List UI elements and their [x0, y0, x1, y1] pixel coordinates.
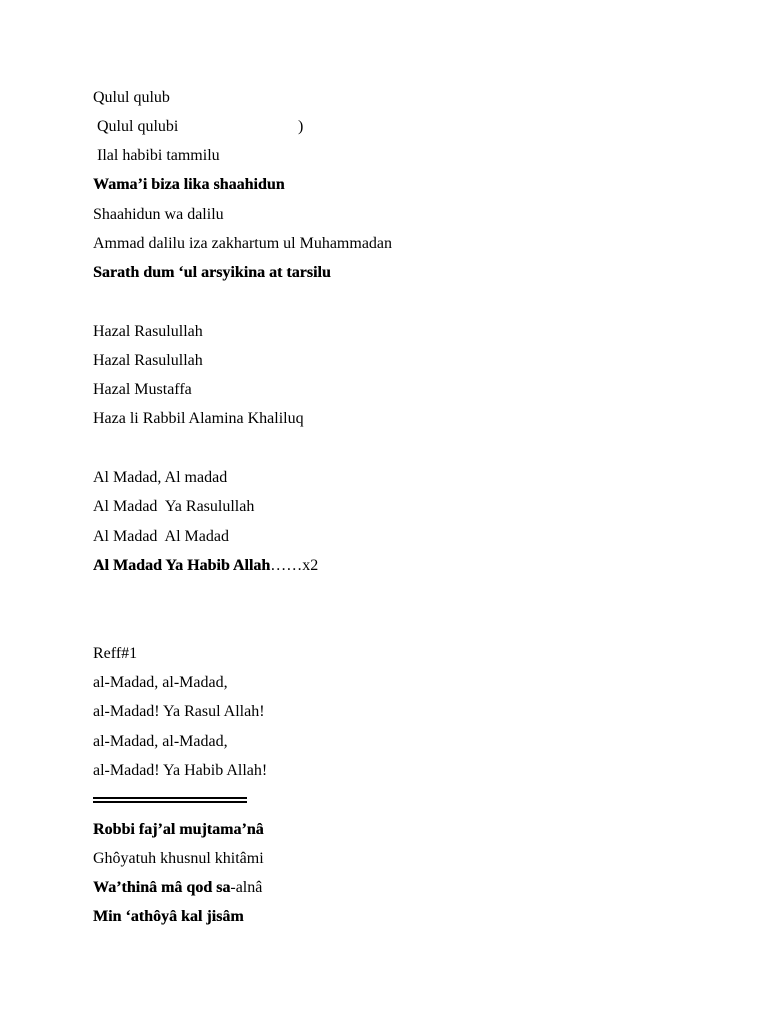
- refrain-heading: Reff#1: [93, 645, 138, 662]
- lyric-line: Qulul qulub: [93, 89, 170, 106]
- lyric-line: Ghôyatuh khusnul khitâmi: [93, 850, 264, 867]
- lyric-line: Robbi faj’al mujtama’nâ: [93, 821, 264, 838]
- lyric-line: Hazal Rasulullah: [93, 323, 203, 340]
- lyric-line: Hazal Rasulullah: [93, 352, 203, 369]
- lyric-line: al-Madad! Ya Rasul Allah!: [93, 703, 265, 720]
- lyric-line: Ammad dalilu iza zakhartum ul Muhammadan: [93, 235, 393, 252]
- lyric-line: Wama’i biza lika shaahidun: [93, 176, 285, 193]
- lyric-line: al-Madad, al-Madad,: [93, 733, 228, 750]
- lyric-line: Sarath dum ‘ul arsyikina at tarsilu: [93, 264, 331, 281]
- lyric-line: Haza li Rabbil Alamina Khaliluq: [93, 410, 304, 427]
- lyric-text: Wa’thinâ mâ qod sa: [93, 879, 231, 896]
- lyric-line-mixed: [93, 878, 262, 898]
- lyric-line: Ilal habibi tammilu: [97, 147, 220, 164]
- lyric-line: Hazal Mustaffa: [93, 381, 192, 398]
- lyric-line: Al Madad Al Madad: [93, 528, 229, 545]
- lyric-line: al-Madad, al-Madad,: [93, 674, 228, 691]
- lyric-text-tail: -alnâ: [230, 879, 263, 896]
- lyric-line: Shaahidun wa dalilu: [93, 206, 224, 223]
- lyric-line: al-Madad! Ya Habib Allah!: [93, 762, 268, 779]
- lyric-line: Qulul qulubi: [97, 118, 179, 135]
- repeat-marker: ……x2: [270, 557, 319, 574]
- double-separator-rule: [93, 797, 247, 803]
- lyric-text: Al Madad Ya Habib Allah: [93, 557, 271, 574]
- closing-parenthesis: ): [298, 118, 304, 135]
- lyric-line: Al Madad, Al madad: [93, 469, 228, 486]
- lyric-line: Min ‘athôyâ kal jisâm: [93, 908, 244, 925]
- lyric-line: Al Madad Ya Rasulullah: [93, 498, 255, 515]
- lyric-line-with-repeat: [93, 556, 318, 576]
